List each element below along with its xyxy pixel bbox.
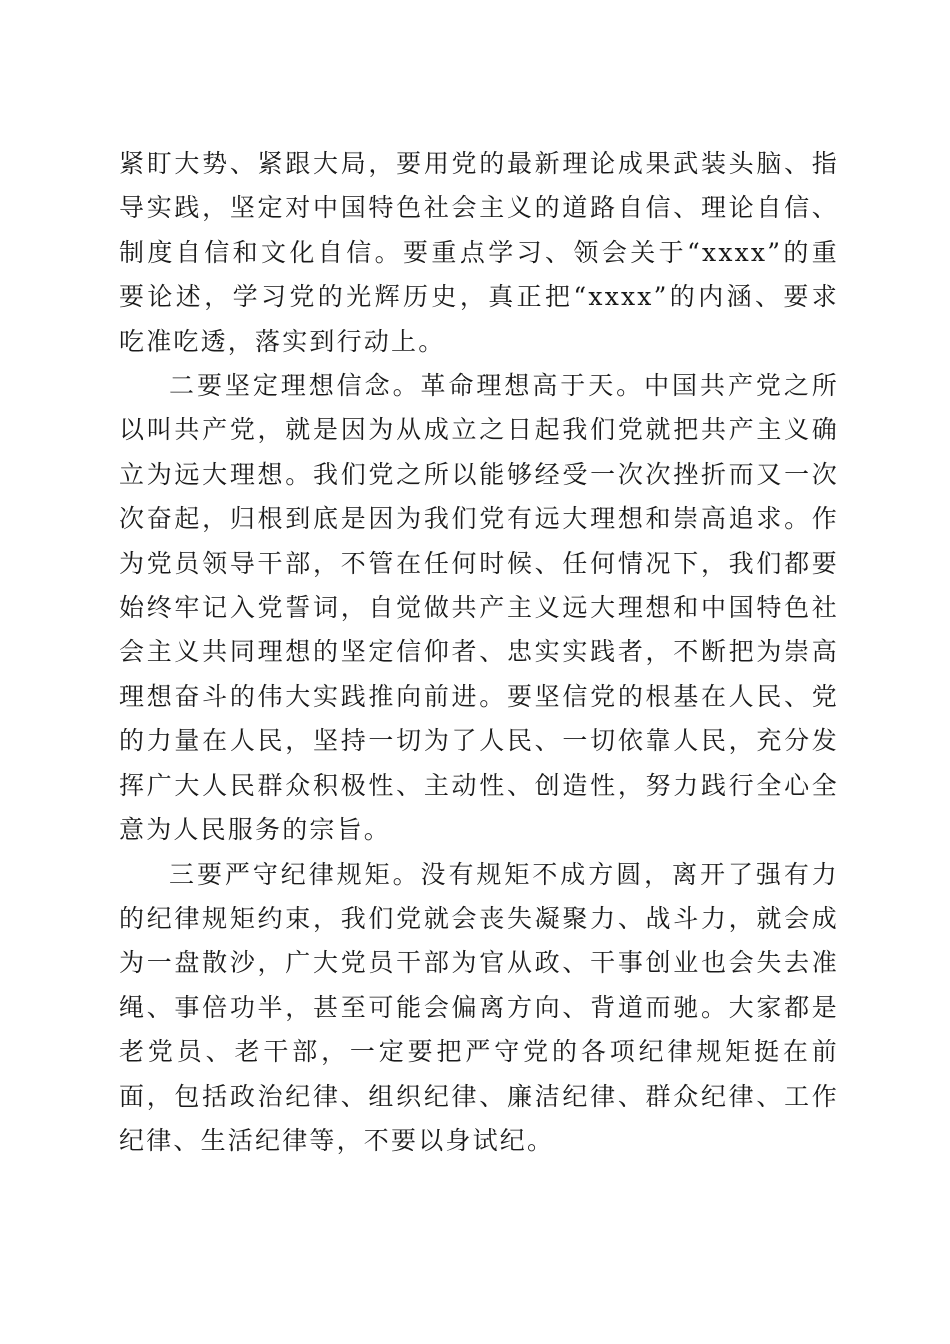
- paragraph-discipline-and-rules: 三要严守纪律规矩。没有规矩不成方圆，离开了强有力的纪律规矩约束，我们党就会丧失凝聚力、战斗力，就会成为一盘散沙，广大党员干部为官从政、干事创业也会失去准绳、事倍功半，甚至可能会偏离方向、背道而驰。大家都是老党员、老干部，一定要把严守党的各项纪律规矩挺在前面，包括政治纪律、组织纪律、廉洁纪律、群众纪律、工作纪律、生活纪律等，不要以身试纪。: [119, 859, 839, 1155]
- paragraph-ideals-and-beliefs: 二要坚定理想信念。革命理想高于天。中国共产党之所以叫共产党，就是因为从成立之日起我们党就把共产主义确立为远大理想。我们党之所以能够经受一次次挫折而又一次次奋起，归根到底是因为我们党有远大理想和崇高追求。作为党员领导干部，不管在任何时候、任何情况下，我们都要始终牢记入党誓词，自觉做共产主义远大理想和中国特色社会主义共同理想的坚定信仰者、忠实实践者，不断把为崇高理想奋斗的伟大实践推向前进。要坚信党的根基在人民、党的力量在人民，坚持一切为了人民、一切依靠人民，充分发挥广大人民群众积极性、主动性、创造性，努力践行全心全意为人民服务的宗旨。: [119, 371, 839, 845]
- paragraph-continuation: 紧盯大势、紧跟大局，要用党的最新理论成果武装头脑、指导实践，坚定对中国特色社会主义的道路自信、理论自信、制度自信和文化自信。要重点学习、领会关于“xxxx”的重要论述，学习党的光辉历史，真正把“xxxx”的内涵、要求吃准吃透，落实到行动上。: [119, 149, 839, 356]
- document-body: [119, 142, 839, 1163]
